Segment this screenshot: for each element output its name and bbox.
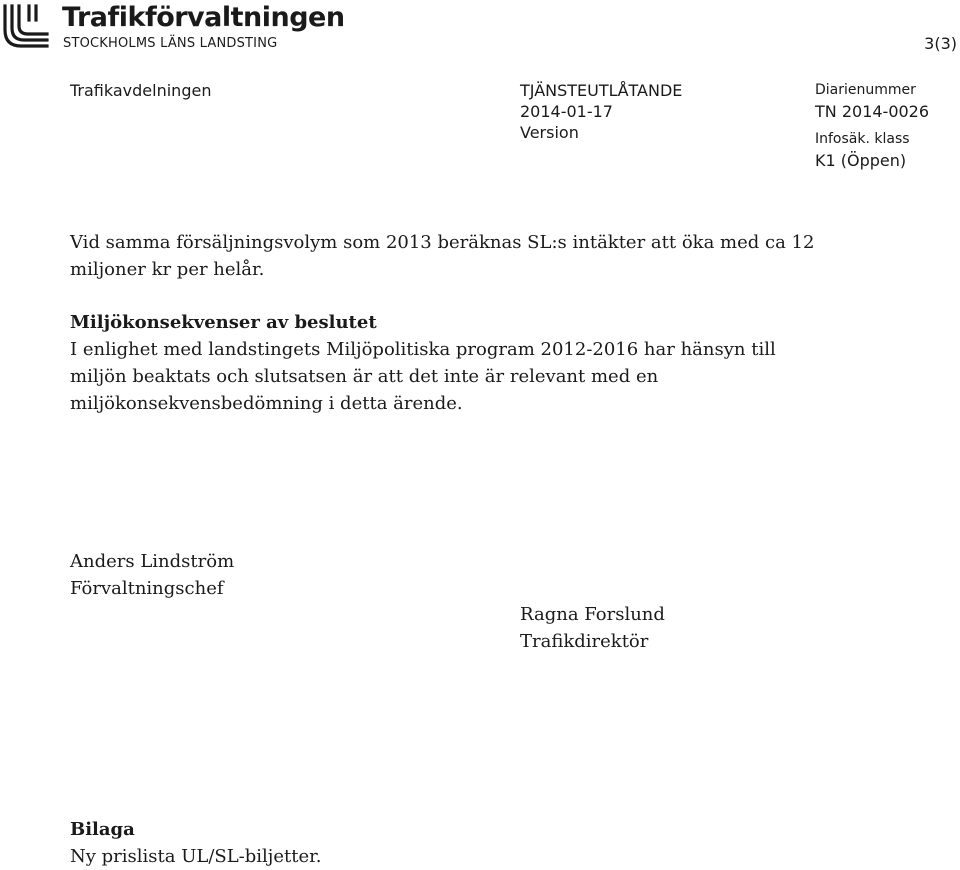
attachment-item: Ny prislista UL/SL-biljetter. [70,846,322,867]
signatory-name: Anders Lindström [70,551,235,572]
signatory-name: Ragna Forslund [520,604,665,625]
page-number: 3(3) [924,34,957,53]
signature-block-2 [520,601,665,655]
organization-logo [0,0,345,52]
document-type: TJÄNSTEUTLÅTANDE [520,81,683,100]
signature-block-1 [70,548,234,602]
header-diary-info [815,80,929,171]
logo-mark-icon [2,2,50,48]
attachment-heading: Bilaga [70,819,135,840]
signatory-title: Förvaltningschef [70,578,224,599]
diary-number: TN 2014-0026 [815,102,930,121]
environment-heading: Miljökonsekvenser av beslutet [70,312,377,333]
signatory-title: Trafikdirektör [520,631,649,652]
header-department [70,80,211,101]
header-document-info [520,80,682,143]
classification-label: Infosäk. klass [815,131,910,147]
intro-paragraph: Vid samma försäljningsvolym som 2013 beräknas SL:s intäkter att öka med ca 12 miljoner kr per helår. [70,232,815,280]
department-name: Trafikavdelningen [70,81,212,100]
diary-label: Diarienummer [815,82,916,98]
document-version: Version [520,123,579,142]
logo-subtitle: STOCKHOLMS LÄNS LANDSTING [63,36,278,51]
classification-value: K1 (Öppen) [815,151,907,170]
attachment-section [70,816,322,870]
logo-name: Trafikförvaltningen [62,2,345,33]
environment-paragraph: I enlighet med landstingets Miljöpolitiska program 2012-2016 har hänsyn till miljön beaktats och slutsatsen är att det inte är relevant med en miljökonsekvensbedömning i detta ärende. [70,339,776,414]
document-date: 2014-01-17 [520,102,613,121]
